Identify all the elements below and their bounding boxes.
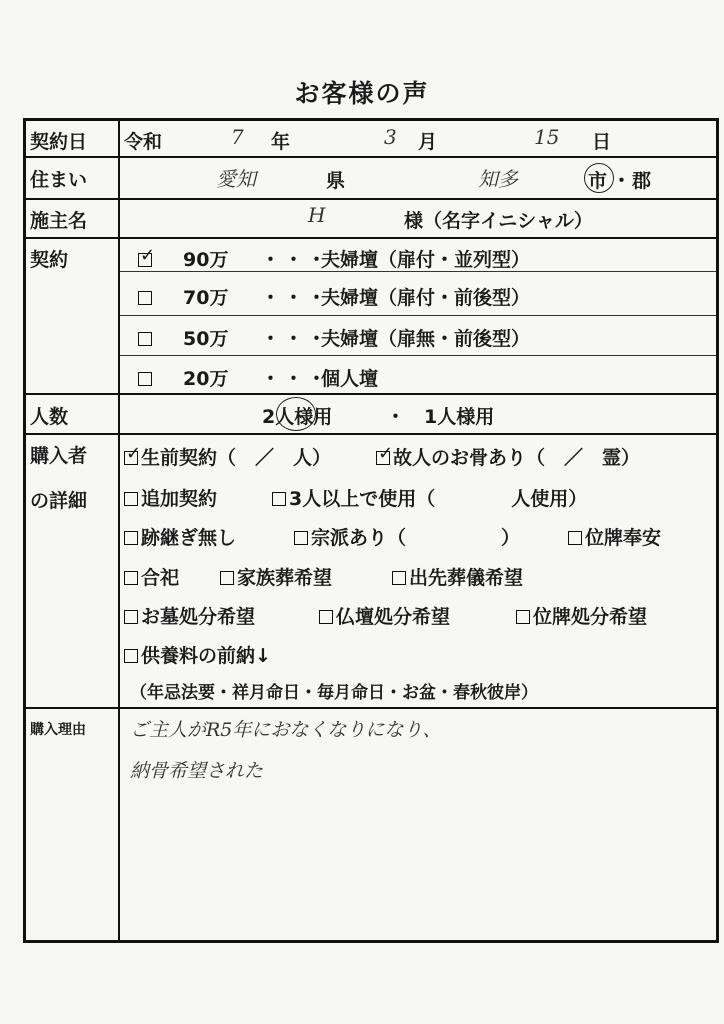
reason-line2: 納骨希望された [130,760,264,782]
detail-item [124,602,255,629]
detail-item [568,523,661,550]
detail-item [392,563,523,590]
detail-item [319,602,450,629]
purchaser-label-line1: 購入者 [30,445,88,467]
option-desc: 夫婦壇（扉付・並列型） [321,249,531,271]
prefecture-value: 愛知 [216,167,256,191]
option-dots: ・・・ [261,368,331,390]
detail-item [124,523,236,550]
option-divider [120,315,716,316]
owner-label: 施主名 [30,210,88,232]
era-text: 令和 [124,131,163,153]
checkbox-icon [138,291,152,305]
checkbox-icon [124,610,138,624]
prefecture-unit: 県 [326,170,346,192]
option-desc: 夫婦壇（扉付・前後型） [321,287,531,309]
contract-option [138,245,530,272]
contract-option [138,364,378,391]
owner-initial: H [308,203,326,227]
people-option-2: 2人様用 [262,406,333,428]
checkbox-icon [392,571,406,585]
option-dots: ・・・ [261,328,331,350]
people-option-1: 1人様用 [424,406,495,428]
detail-item [294,523,520,550]
contract-month: 3 [384,125,397,149]
detail-item [124,484,217,511]
detail-item [220,563,332,590]
checkbox-icon [516,610,530,624]
row-divider [26,198,716,200]
prepay-detail: （年忌法要・祥月命日・毎月命日・お盆・春秋彼岸） [130,683,538,703]
people-label: 人数 [30,406,69,428]
contract-year: 7 [231,125,244,149]
residence-label: 住まい [30,169,88,191]
reason-label: 購入理由 [30,722,86,738]
checkbox-icon [220,571,234,585]
contract-label: 契約 [30,249,69,271]
item-text: 追加契約 [141,488,218,510]
item-text: 供養料の前納↓ [141,645,271,667]
option-price: 20万 [183,368,229,390]
checkbox-icon [124,571,138,585]
item-text: 3人以上で使用（ 人使用） [289,488,588,510]
item-text: 位牌奉安 [585,527,662,549]
detail-item [124,563,179,590]
contract-option [138,324,530,351]
option-desc: 個人壇 [321,368,379,390]
item-text: 出先葬儀希望 [409,567,524,589]
detail-item [376,443,640,470]
option-price: 50万 [183,328,229,350]
checkbox-checked-icon [124,451,138,465]
checkbox-icon [124,492,138,506]
label-column-divider [118,121,120,940]
checkbox-icon [294,531,308,545]
option-price: 90万 [183,249,229,271]
checkbox-icon [568,531,582,545]
unit-separator: ・ [612,170,632,192]
row-divider [26,156,716,158]
year-unit: 年 [271,131,291,153]
item-text: 仏壇処分希望 [336,606,451,628]
option-desc: 夫婦壇（扉無・前後型） [321,328,531,350]
item-text: 位牌処分希望 [533,606,648,628]
detail-item [124,443,331,470]
detail-item [516,602,647,629]
reason-line1: ご主人がR5年におなくなりになり、 [130,719,442,741]
checkbox-checked-icon [138,253,152,267]
row-divider [26,393,716,395]
survey-form [23,118,719,943]
option-price: 70万 [183,287,229,309]
item-text: 故人のお骨あり（ ／ 霊） [393,447,641,469]
page-title: お客様の声 [294,79,430,108]
city-value: 知多 [478,167,518,191]
option-dots: ・・・ [261,249,331,271]
owner-suffix: 様（名字イニシャル） [404,210,593,232]
option-divider [120,355,716,356]
checkbox-icon [124,531,138,545]
unit-gun: 郡 [632,170,652,192]
item-text: 家族葬希望 [237,567,333,589]
contract-option [138,283,530,310]
checkbox-icon [138,332,152,346]
item-text: お墓処分希望 [141,606,256,628]
item-text: 生前契約（ ／ 人） [141,447,332,469]
row-divider [26,237,716,239]
checkbox-icon [319,610,333,624]
detail-item [124,641,271,668]
item-text: 宗派あり（ ） [311,527,521,549]
option-dots: ・・・ [261,287,331,309]
checkbox-icon [138,372,152,386]
day-unit: 日 [592,131,612,153]
row-divider [26,707,716,709]
people-separator: ・ [386,406,406,428]
row-divider [26,433,716,435]
month-unit: 月 [418,131,438,153]
checkbox-icon [272,492,286,506]
unit-city: 市 [588,170,608,192]
contract-date-label: 契約日 [30,131,88,153]
checkbox-checked-icon [376,451,390,465]
checkbox-icon [124,649,138,663]
contract-day: 15 [534,125,560,149]
detail-item [272,484,587,511]
purchaser-label-line2: の詳細 [30,490,88,512]
item-text: 跡継ぎ無し [141,527,237,549]
item-text: 合祀 [141,567,180,589]
